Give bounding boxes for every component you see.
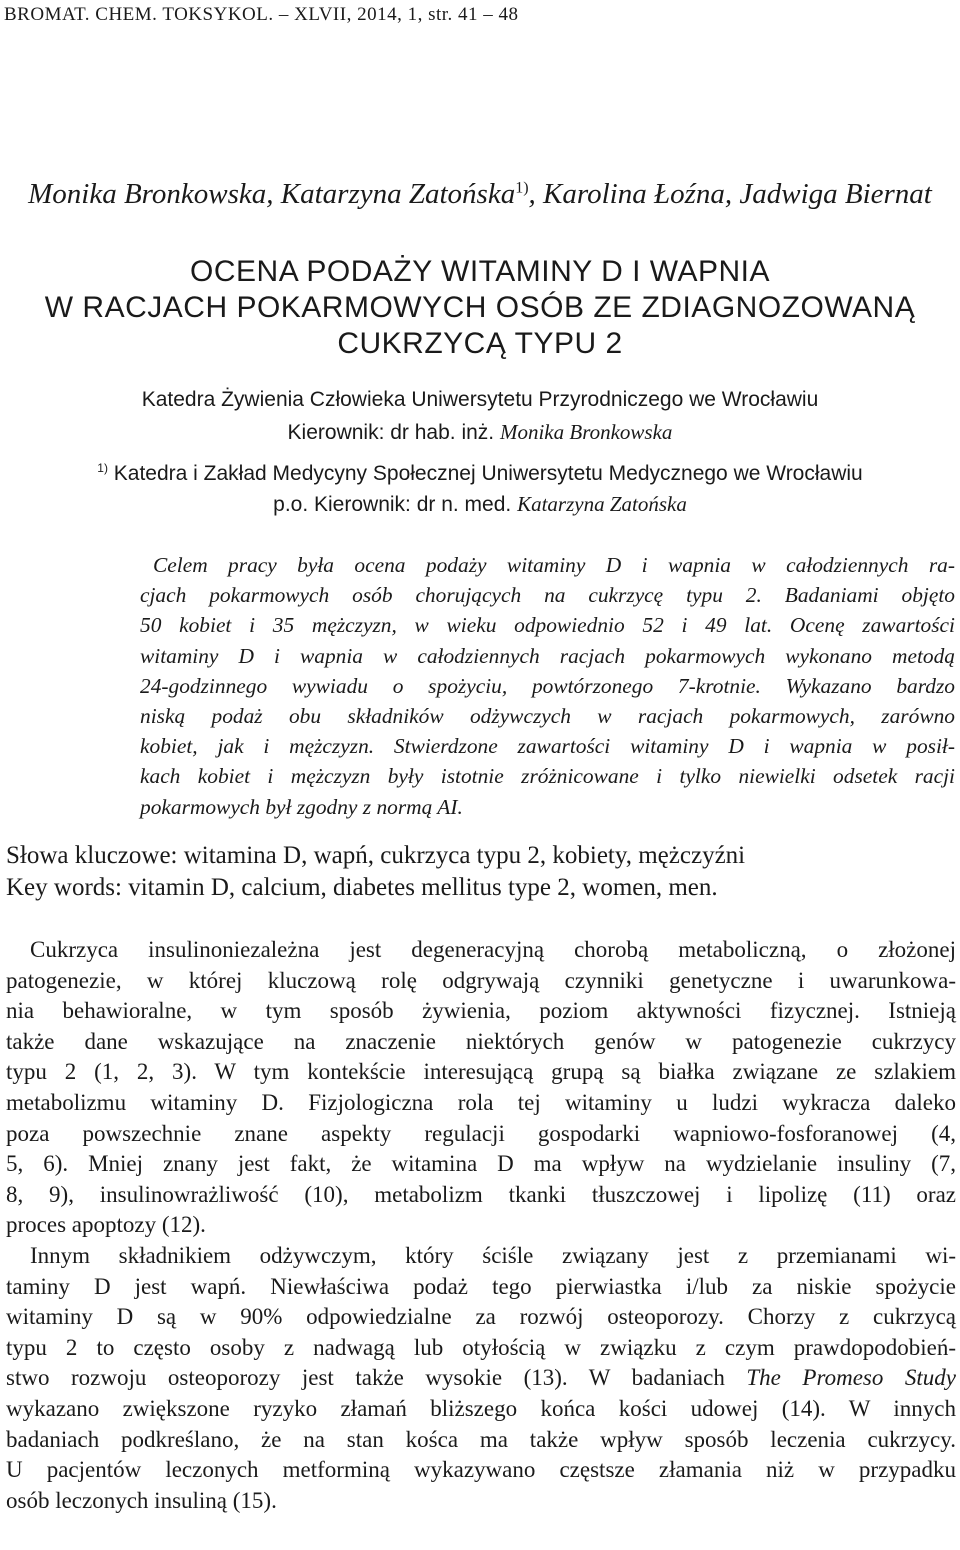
title-line-3: CUKRZYCĄ TYPU 2 bbox=[337, 327, 623, 360]
body-line: U pacjentów leczonych metforminą wykazywano częstsze złamania niż w przypadku bbox=[6, 1457, 956, 1483]
affiliation-2-marker: 1) bbox=[97, 461, 108, 475]
keywords-polish: Słowa kluczowe: witamina D, wapń, cukrzyca typu 2, kobiety, mężczyźni bbox=[6, 842, 746, 869]
body-line: taminy D jest wapń. Niewłaściwa podaż tego pierwiastka i/lub za niskie spożycie bbox=[6, 1273, 956, 1299]
body-line: proces apoptozy (12). bbox=[6, 1212, 206, 1238]
authors-part1: Monika Bronkowska, Katarzyna Zatońska bbox=[28, 178, 516, 210]
abstract-line: Celem pracy była ocena podaży witaminy D i wapnia w całodziennych ra- bbox=[153, 553, 955, 577]
affiliation-2-text: Katedra i Zakład Medycyny Społecznej Uniwersytetu Medycznego we Wrocławiu bbox=[107, 462, 863, 485]
affiliation-1-head-name: Monika Bronkowska bbox=[499, 420, 673, 444]
affiliation-2-head-prefix: p.o. Kierownik: dr n. med. bbox=[273, 493, 518, 516]
body-line: Innym składnikiem odżywczym, który ściśle związany jest z przemianami wi- bbox=[30, 1242, 956, 1268]
study-name: The Promeso Study bbox=[746, 1365, 956, 1391]
abstract-line: 24-godzinnego wywiadu o spożyciu, powtórzonego 7-krotnie. Wykazano bardzo bbox=[140, 673, 955, 698]
body-line: poza powszechnie znane aspekty regulacji gospodarki wapniowo-fosforanowej (4, bbox=[6, 1120, 956, 1146]
abstract-line: 50 kobiet i 35 mężczyzn, w wieku odpowiednio 52 i 49 lat. Ocenę zawartości bbox=[140, 613, 955, 638]
body-line: osób leczonych insuliną (15). bbox=[6, 1487, 277, 1513]
author-affiliation-marker: 1) bbox=[515, 179, 529, 197]
body-line: wykazano zwiększone ryzyko złamań bliższego końca kości udowej (14). W innych bbox=[6, 1395, 956, 1421]
title-line-1: OCENA PODAŻY WITAMINY D I WAPNIA bbox=[190, 255, 770, 288]
abstract bbox=[140, 550, 955, 822]
body-line: także dane wskazujące na znaczenie niektórych genów w patogenezie cukrzycy bbox=[6, 1028, 956, 1054]
article-title bbox=[0, 254, 960, 362]
abstract-line: cjach pokarmowych osób chorujących na cukrzycę typu 2. Badaniami objęto bbox=[140, 583, 955, 608]
body-text bbox=[6, 935, 956, 1516]
title-line-2: W RACJACH POKARMOWYCH OSÓB ZE ZDIAGNOZOWANĄ bbox=[44, 291, 916, 324]
abstract-line: kobiet, jak i mężczyzn. Stwierdzone zawartości witaminy D i wapnia w posił- bbox=[140, 734, 955, 759]
body-line: typu 2 to często osoby z nadwagą lub otyłością w związku z czym prawdopodobień- bbox=[6, 1334, 956, 1360]
study-prefix: stwo rozwoju osteoporozy jest także wysokie (13). W badaniach bbox=[6, 1365, 747, 1391]
authors-part2: , Karolina Łoźna, Jadwiga Biernat bbox=[528, 178, 932, 210]
journal-citation: BROMAT. CHEM. TOKSYKOL. – XLVII, 2014, 1, str. 41 – 48 bbox=[4, 4, 519, 25]
body-line: patogenezie, w której kluczową rolę odgrywają czynniki genetyczne i uwarunkowa- bbox=[6, 967, 956, 993]
affiliation-2-head bbox=[0, 492, 960, 517]
abstract-line: witaminy D i wapnia w całodziennych racjach pokarmowych wykonano metodą bbox=[140, 643, 955, 668]
body-line: metabolizmu witaminy D. Fizjologiczna rola tej witaminy u ludzi wykracza daleko bbox=[6, 1089, 956, 1115]
body-line: 5, 6). Mniej znany jest fakt, że witamina D ma wpływ na wydzielanie insuliny (7, bbox=[6, 1151, 956, 1177]
affiliation-1-head-prefix: Kierownik: dr hab. inż. bbox=[287, 421, 500, 444]
keywords-english: Key words: vitamin D, calcium, diabetes mellitus type 2, women, men. bbox=[6, 874, 718, 901]
body-line: typu 2 (1, 2, 3). W tym kontekście interesującą grupą są białka związane ze szlakiem bbox=[6, 1059, 956, 1085]
body-line: Cukrzyca insulinoniezależna jest degeneracyjną chorobą metaboliczną, o złożonej bbox=[30, 937, 956, 962]
body-line: 8, 9), insulinowrażliwość (10), metabolizm tkanki tłuszczowej i lipolizę (11) oraz bbox=[6, 1181, 956, 1207]
body-line: witaminy D są w 90% odpowiedzialne za rozwój osteoporozy. Chorzy z cukrzycą bbox=[6, 1304, 956, 1330]
abstract-line: pokarmowych był zgodny z normą AI. bbox=[140, 794, 463, 819]
body-line: badaniach podkreślano, że na stan kośca ma także wpływ sposób leczenia cukrzycy. bbox=[6, 1426, 956, 1452]
affiliation-2-head-name: Katarzyna Zatońska bbox=[517, 492, 687, 516]
body-line: nia behawioralne, w tym sposób żywienia, poziom aktywności fizycznej. Istnieją bbox=[6, 998, 956, 1024]
affiliation-2 bbox=[0, 461, 960, 486]
affiliation-1-head bbox=[0, 420, 960, 445]
abstract-line: kach kobiet i mężczyzn były istotnie zróżnicowane i tylko niewielki odsetek racji bbox=[140, 764, 955, 789]
author-list bbox=[0, 178, 960, 211]
affiliation-1: Katedra Żywienia Człowieka Uniwersytetu Przyrodniczego we Wrocławiu bbox=[141, 388, 819, 411]
body-line-study bbox=[6, 1363, 956, 1394]
abstract-line: niską podaż obu składników odżywczych w racjach pokarmowych, zarówno bbox=[140, 704, 955, 729]
